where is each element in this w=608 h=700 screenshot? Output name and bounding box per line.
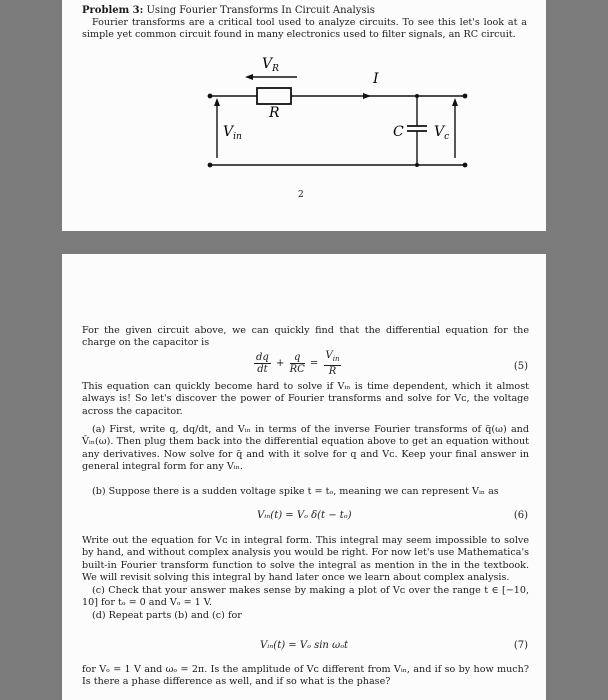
label-vin: $V_{in}$ <box>223 124 242 142</box>
equation-7: Vᵢₙ(t) = Vₒ sin ωₒt <box>260 640 349 651</box>
part-b: (b) Suppose there is a sudden voltage spike t = tₒ, meaning we can represent Vᵢₙ as <box>92 486 499 497</box>
paragraph-integral-form: Write out the equation for Vᴄ in integral form. This integral may seem impossible to solve by hand, and without complex analysis you would be right. For now let's use Mathematica's built-in Fourier transform function to solve the integral as mention in the in the textbook. We will revisit solving this integral by hand later once we learn about complex analysis. <box>82 535 529 584</box>
paragraph-amplitude-question: for Vₒ = 1 V and ωₒ = 2π. Is the amplitude of Vᴄ different from Vᵢₙ, and if so by how much? Is there a phase difference as well, and if so what is the phase? <box>82 664 529 688</box>
label-capacitance: C <box>393 124 404 140</box>
paragraph-fourier-motivation: This equation can quickly become hard to solve if Vᵢₙ is time dependent, which it almost always is! So let's discover the power of Fourier transforms and solve for Vᴄ, the voltage across the capacitor. <box>82 381 529 417</box>
equation-5: $\frac{dq}{dt}$ + $\frac{q}{RC}$ = $\frac{V_{in}}{R}$ <box>256 350 340 377</box>
part-c: (c) Check that your answer makes sense by making a plot of Vᴄ over the range t ∈ [−10, 10] for tₒ = 0 and Vₒ = 1 V. <box>82 585 529 609</box>
equation-5-number: (5) <box>513 361 528 372</box>
equation-6-number: (6) <box>513 510 528 521</box>
part-a: (a) First, write q, dq/dt, and Vᵢₙ in terms of the inverse Fourier transforms of q̃(ω) and Ṽᵢₙ(ω). Then plug them back into the differential equation above to get an equation without any derivatives. Now solve for q̃ and with it solve for q and Vᴄ. Keep your final answer in general integral form for any Vᵢₙ. <box>82 424 529 473</box>
problem-number: Problem 3: <box>82 5 144 16</box>
paragraph-charge-ode: For the given circuit above, we can quickly find that the differential equation for the charge on the capacitor is <box>82 325 529 349</box>
part-d: (d) Repeat parts (b) and (c) for <box>92 610 242 621</box>
problem-title <box>82 5 375 16</box>
problem-title-text: Using Fourier Transforms In Circuit Analysis <box>143 5 375 16</box>
equation-7-number: (7) <box>513 640 528 651</box>
label-vr: $V_R$ <box>262 56 279 74</box>
resistor-symbol <box>257 88 291 104</box>
page-top <box>62 0 546 231</box>
intro-paragraph: Fourier transforms are a critical tool used to analyze circuits. To see this let's look at a simple yet common circuit found in many electronics used to filter signals, an RC circuit. <box>82 17 527 41</box>
label-resistance: R <box>269 105 280 121</box>
rc-circuit-diagram <box>197 50 477 170</box>
label-vc: $V_c$ <box>434 124 450 142</box>
page-number: 2 <box>298 190 304 200</box>
label-current: I <box>373 71 379 87</box>
page-bottom <box>62 254 546 700</box>
equation-6: Vᵢₙ(t) = Vₒ δ(t − tₒ) <box>257 510 352 521</box>
